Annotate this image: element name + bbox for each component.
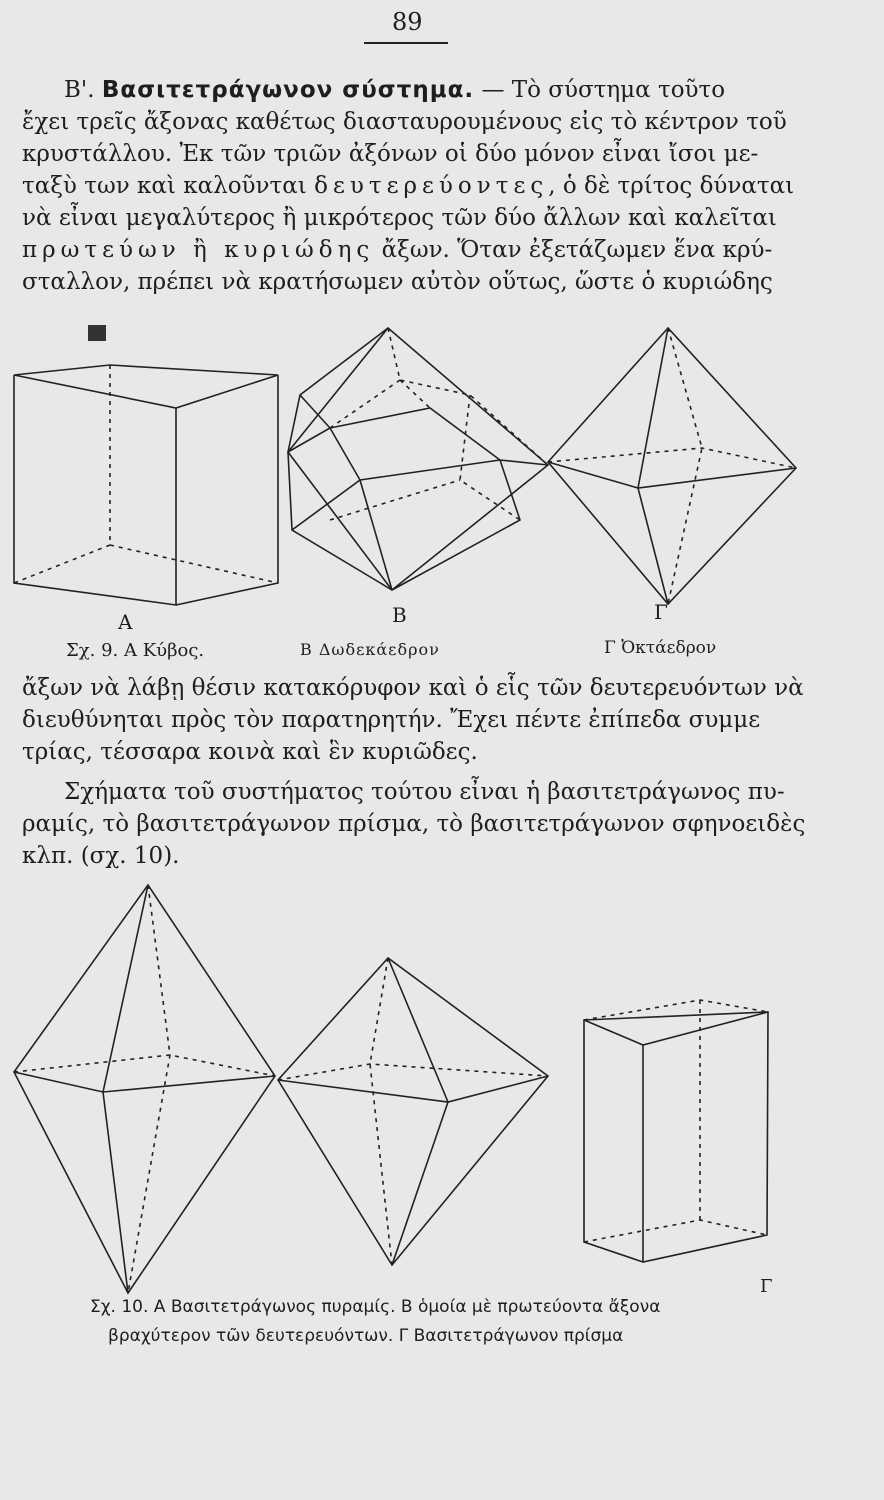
figure-10-caption-line-1: Σχ. 10. Α Βασιτετράγωνος πυραμίς. Β ὁμοία μὲ πρωτεύοντα ἄξονα [90, 1297, 661, 1317]
paragraph-line: ἔχει τρεῖς ἄξονας καθέτως διασταυρουμένους εἰς τὸ κέντρον τοῦ [22, 109, 787, 135]
paragraph-3 [22, 776, 862, 872]
figure-9-drawings [0, 320, 884, 620]
paragraph-text: ταξὺ των καὶ καλοῦνται [22, 173, 307, 199]
figure-9-label-c: Γ [654, 600, 668, 624]
page-number: 89 [392, 8, 423, 36]
page-number-rule [364, 42, 448, 44]
cube-drawing [14, 365, 278, 605]
flat-bipyramid-drawing [278, 958, 548, 1265]
paragraph-line: Σχήματα τοῦ συστήματος τούτου εἶναι ἡ βασιτετράγωνος πυ- [64, 779, 785, 805]
paragraph-1 [22, 74, 862, 298]
paragraph-line: τρίας, τέσσαρα κοινὰ καὶ ἓν κυριῶδες. [22, 739, 478, 765]
paragraph-line: ραμίς, τὸ βασιτετράγωνον πρίσμα, τὸ βασιτετράγωνον σφηνοειδὲς [22, 811, 806, 837]
paragraph-line: νὰ εἶναι μεγαλύτερος ἢ μικρότερος τῶν δύο ἄλλων καὶ καλεῖται [22, 205, 777, 231]
figure-9-label-a: A [118, 610, 133, 634]
paragraph-text: ἄξων. Ὅταν ἐξετάζωμεν ἕνα κρύ- [381, 237, 773, 263]
paragraph-line [22, 170, 862, 202]
paragraph-line: ἄξων νὰ λάβῃ θέσιν κατακόρυφον καὶ ὁ εἷς τῶν δευτερευόντων νὰ [22, 675, 804, 701]
section-heading-line [64, 74, 862, 106]
paragraph-line: κλπ. (σχ. 10). [22, 843, 180, 869]
prism-drawing [584, 1000, 768, 1262]
section-number: Β'. [64, 77, 95, 103]
figure-9-label-b: B [392, 603, 407, 627]
bipyramid-drawing [14, 885, 275, 1293]
paragraph-2 [22, 672, 862, 768]
figure-10-label-c: Γ [760, 1276, 773, 1297]
octahedron-drawing [548, 328, 796, 604]
paragraph-text: , ὁ δὲ τρίτος δύναται [548, 173, 795, 199]
paragraph-line: κρυστάλλου. Ἐκ τῶν τριῶν ἀξόνων οἱ δύο μόνον εἶναι ἴσοι με- [22, 141, 759, 167]
term-principal-axis: πρωτεύων ἢ κυριώδης [22, 237, 375, 263]
paragraph-line: σταλλον, πρέπει νὰ κρατήσωμεν αὐτὸν οὕτως, ὥστε ὁ κυριώδης [22, 269, 773, 295]
paragraph-line: διευθύνηται πρὸς τὸν παρατηρητήν. Ἔχει πέντε ἐπίπεδα συμμε [22, 707, 761, 733]
figure-9-caption-b: Β Δωδεκάεδρον [300, 640, 440, 659]
paragraph-line [22, 234, 862, 266]
paragraph-text: Τὸ σύστημα τοῦτο [511, 77, 726, 103]
dodecahedron-drawing [288, 328, 548, 590]
figure-9-caption-c: Γ Ὀκτάεδρον [604, 638, 717, 658]
figure-9 [0, 320, 884, 620]
section-dash: — [481, 77, 505, 103]
figure-10 [0, 880, 884, 1300]
figure-10-drawings [0, 880, 884, 1300]
term-secondary-axes: δευτερεύοντες [314, 173, 549, 199]
figure-10-caption-line-2: βραχύτερον τῶν δευτερευόντων. Γ Βασιτετράγωνον πρίσμα [108, 1326, 624, 1346]
section-title: Βασιτετράγωνον σύστημα. [101, 77, 475, 103]
figure-9-caption-a: Σχ. 9. Α Κύβος. [66, 640, 205, 661]
